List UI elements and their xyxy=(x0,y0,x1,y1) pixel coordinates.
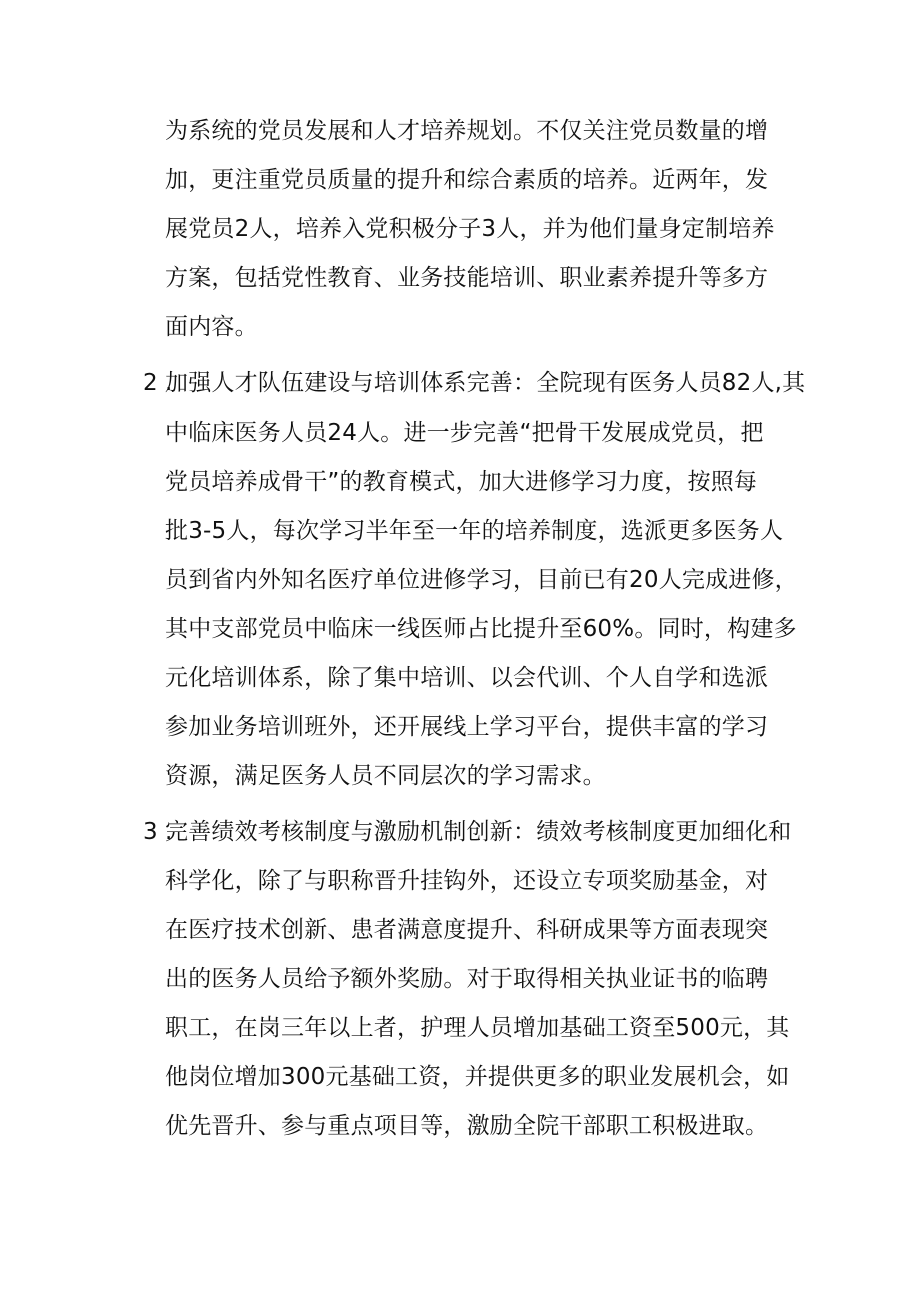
paragraph-line: 其中支部党员中临床一线医师占比提升至60%。同时，构建多 xyxy=(165,616,797,642)
paragraph-line: 面内容。 xyxy=(165,314,258,340)
paragraph-line: 员到省内外知名医疗单位进修学习，目前已有20人完成进修， xyxy=(165,567,798,593)
paragraph-line: 职工，在岗三年以上者，护理人员增加基础工资至500元，其 xyxy=(165,1015,790,1041)
paragraph-line: 资源，满足医务人员不同层次的学习需求。 xyxy=(165,763,606,789)
paragraph-line: 中临床医务人员24人。进一步完善“把骨干发展成党员，把 xyxy=(165,420,764,446)
paragraph-line: 批3-5人，每次学习半年至一年的培养制度，选派更多医务人 xyxy=(165,518,784,544)
paragraph-line: 展党员2人，培养入党积极分子3人，并为他们量身定制培养 xyxy=(165,216,775,242)
paragraph-line: 元化培训体系，除了集中培训、以会代训、个人自学和选派 xyxy=(165,665,769,691)
paragraph-line: 优先晋升、参与重点项目等，激励全院干部职工积极进取。 xyxy=(165,1113,769,1139)
paragraph-line: 加，更注重党员质量的提升和综合素质的培养。近两年，发 xyxy=(165,167,769,193)
paragraph-line: 加强人才队伍建设与培训体系完善：全院现有医务人员82人,其 xyxy=(165,370,806,396)
paragraph-line: 为系统的党员发展和人才培养规划。不仅关注党员数量的增 xyxy=(165,118,769,144)
paragraph-line: 党员培养成骨干”的教育模式，加大进修学习力度，按照每 xyxy=(165,469,758,495)
list-item-number: 3 . xyxy=(143,819,173,845)
paragraph-line: 他岗位增加300元基础工资，并提供更多的职业发展机会，如 xyxy=(165,1064,790,1090)
paragraph-line: 出的医务人员给予额外奖励。对于取得相关执业证书的临聘 xyxy=(165,966,769,992)
paragraph-line: 在医疗技术创新、患者满意度提升、科研成果等方面表现突 xyxy=(165,917,769,943)
paragraph-line: 参加业务培训班外，还开展线上学习平台，提供丰富的学习 xyxy=(165,714,769,740)
paragraph-line: 方案，包括党性教育、业务技能培训、职业素养提升等多方 xyxy=(165,265,769,291)
list-item-number: 2 . xyxy=(143,370,173,396)
paragraph-line: 科学化，除了与职称晋升挂钩外，还设立专项奖励基金，对 xyxy=(165,868,769,894)
paragraph-line: 完善绩效考核制度与激励机制创新：绩效考核制度更加细化和 xyxy=(165,819,792,845)
